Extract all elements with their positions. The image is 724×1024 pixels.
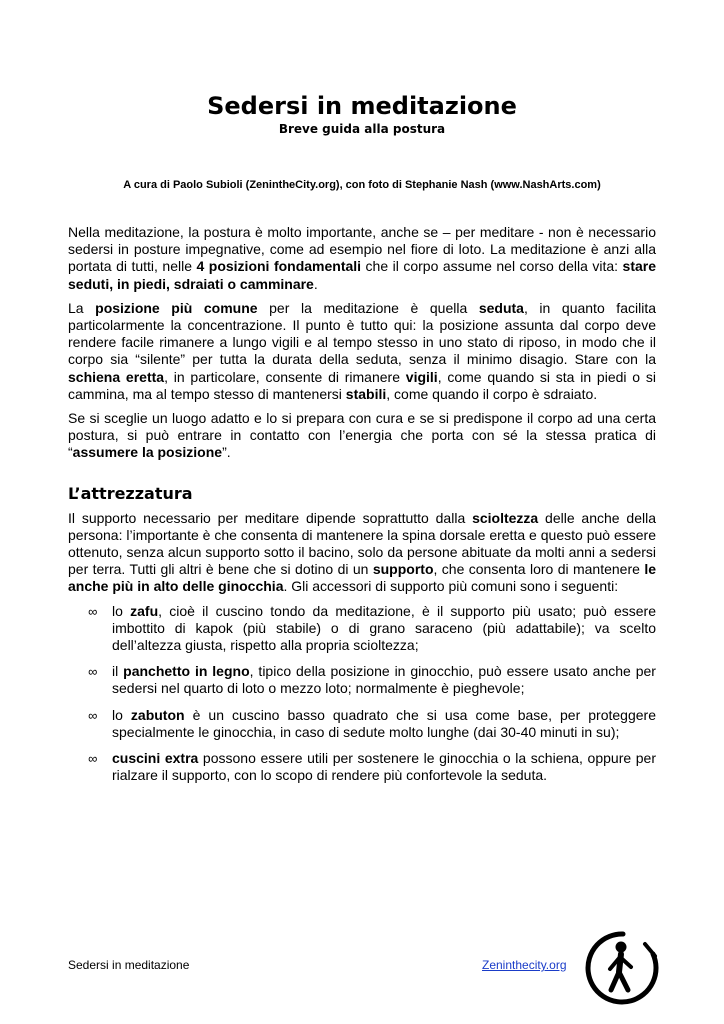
text-run: , come quando si sta in piedi o si cammina, ma al tempo stesso di mantenersi <box>68 368 656 402</box>
bold-run: cuscini extra <box>112 750 199 767</box>
bold-run: stabili <box>345 385 387 402</box>
text-run: , che consenta loro di mantenere <box>433 561 645 578</box>
page-title: Sedersi in meditazione <box>207 92 517 120</box>
text-run: La <box>68 299 96 316</box>
text-run: è un cuscino basso quadrato che si usa come base, per proteggere specialmente le ginocchia, in caso di sedute molto lunghe (dai 30-40 minuti in su); <box>112 706 656 740</box>
text-run: ”. <box>222 444 231 461</box>
bold-run: supporto <box>372 561 434 578</box>
text-run: Nella meditazione, la postura è molto importante, anche se – per meditare - non è necessario sedersi in posture impegnative, come ad esempio nel fiore di loto. La meditazione è anzi alla portata di tutti, nelle <box>68 224 656 275</box>
text-run: , cioè il cuscino tondo da meditazione, è il supporto più usato; può essere imbottito di kapok (più stabile) o di grano saraceno (più adattabile); va scelto dell’altezza giusta, rispetto alla propria scioltezza; <box>112 602 656 654</box>
bold-run: stare seduti, in piedi, sdraiati o camminare <box>68 258 656 292</box>
bold-run: panchetto in legno <box>123 663 250 680</box>
page-subtitle: Breve guida alla postura <box>278 122 446 136</box>
list-item <box>68 750 656 784</box>
credits-line: A cura di Paolo Subioli (ZenintheCity.org), con foto di Stephanie Nash (www.NashArts.com) <box>123 179 601 191</box>
footer-website-link[interactable]: Zeninthecity.org <box>482 958 567 972</box>
bold-run: posizione più comune <box>95 299 258 316</box>
intro-paragraph-1 <box>68 224 656 293</box>
bold-run: assumere la posizione <box>72 444 223 461</box>
intro-paragraph-3 <box>68 410 656 462</box>
list-item <box>68 707 656 741</box>
text-run: , in particolare, consente di rimanere <box>164 368 406 385</box>
infinity-bullet-icon: ∞ <box>88 603 98 619</box>
text-run: , come quando il corpo è sdraiato. <box>386 385 598 402</box>
text-run: Il supporto necessario per meditare dipende soprattutto dalla <box>68 509 473 526</box>
text-run: il <box>112 663 124 680</box>
text-run: possono essere utili per sostenere le ginocchia o la schiena, oppure per rialzare il supporto, con lo scopo di rendere più confortevole la seduta. <box>112 750 656 784</box>
bold-run: 4 posizioni fondamentali <box>196 258 362 275</box>
list-item <box>68 603 656 655</box>
infinity-bullet-icon: ∞ <box>88 707 98 723</box>
bold-run: scioltezza <box>472 509 539 526</box>
accessories-list <box>68 603 656 785</box>
bold-run: schiena eretta <box>68 368 165 385</box>
text-run: lo <box>112 602 131 619</box>
text-run: lo <box>112 706 131 723</box>
text-run: delle anche della persona: l’importante è che consenta di mantenere la spina dorsale eretta e questo può essere ottenuto, senza alcun supporto sotto il bacino, solo da persone abituate da molti anni a sedersi per terra. Tutti gli altri è bene che si dotino di un <box>68 509 656 578</box>
text-run: che il corpo assume nel corso della vita: <box>361 258 623 275</box>
title-block <box>0 92 724 136</box>
infinity-bullet-icon: ∞ <box>88 751 98 767</box>
text-run: . Gli accessori di supporto più comuni sono i seguenti: <box>283 578 619 595</box>
list-item <box>68 663 656 697</box>
bold-run: le anche più in alto delle ginocchia <box>68 561 656 595</box>
text-run: per la meditazione è quella <box>257 299 479 316</box>
bold-run: zafu <box>130 602 159 619</box>
text-run: , in quanto facilita particolarmente la concentrazione. Il punto è tutto qui: la posizione assunta dal corpo deve rendere facile rimanere a lungo vigili e al tempo stesso in uno stato di riposo, in modo che il corpo sia “silente” per tutta la durata della seduta, senza il minimo disagio. Stare con la <box>68 299 656 368</box>
document-body <box>68 224 656 793</box>
bold-run: seduta <box>478 299 524 316</box>
bold-run: zabuton <box>130 706 185 723</box>
text-run: Se si sceglie un luogo adatto e lo si prepara con cura e se si predispone il corpo ad una certa postura, si può entrare in contatto con l’energia che porta con sé la stessa pratica di “ <box>68 410 656 461</box>
text-run: . <box>313 275 318 292</box>
section-paragraph <box>68 510 656 596</box>
infinity-bullet-icon: ∞ <box>88 664 98 680</box>
text-run: , tipico della posizione in ginocchio, può essere usato anche per sedersi nel quarto di loto o mezzo loto; normalmente è pieghevole; <box>112 663 656 697</box>
bold-run: vigili <box>405 368 438 385</box>
section-heading: L’attrezzatura <box>68 483 193 503</box>
walking-figure-enso-logo-icon <box>583 930 659 1006</box>
footer-title: Sedersi in meditazione <box>68 958 190 972</box>
intro-paragraph-2 <box>68 300 656 403</box>
